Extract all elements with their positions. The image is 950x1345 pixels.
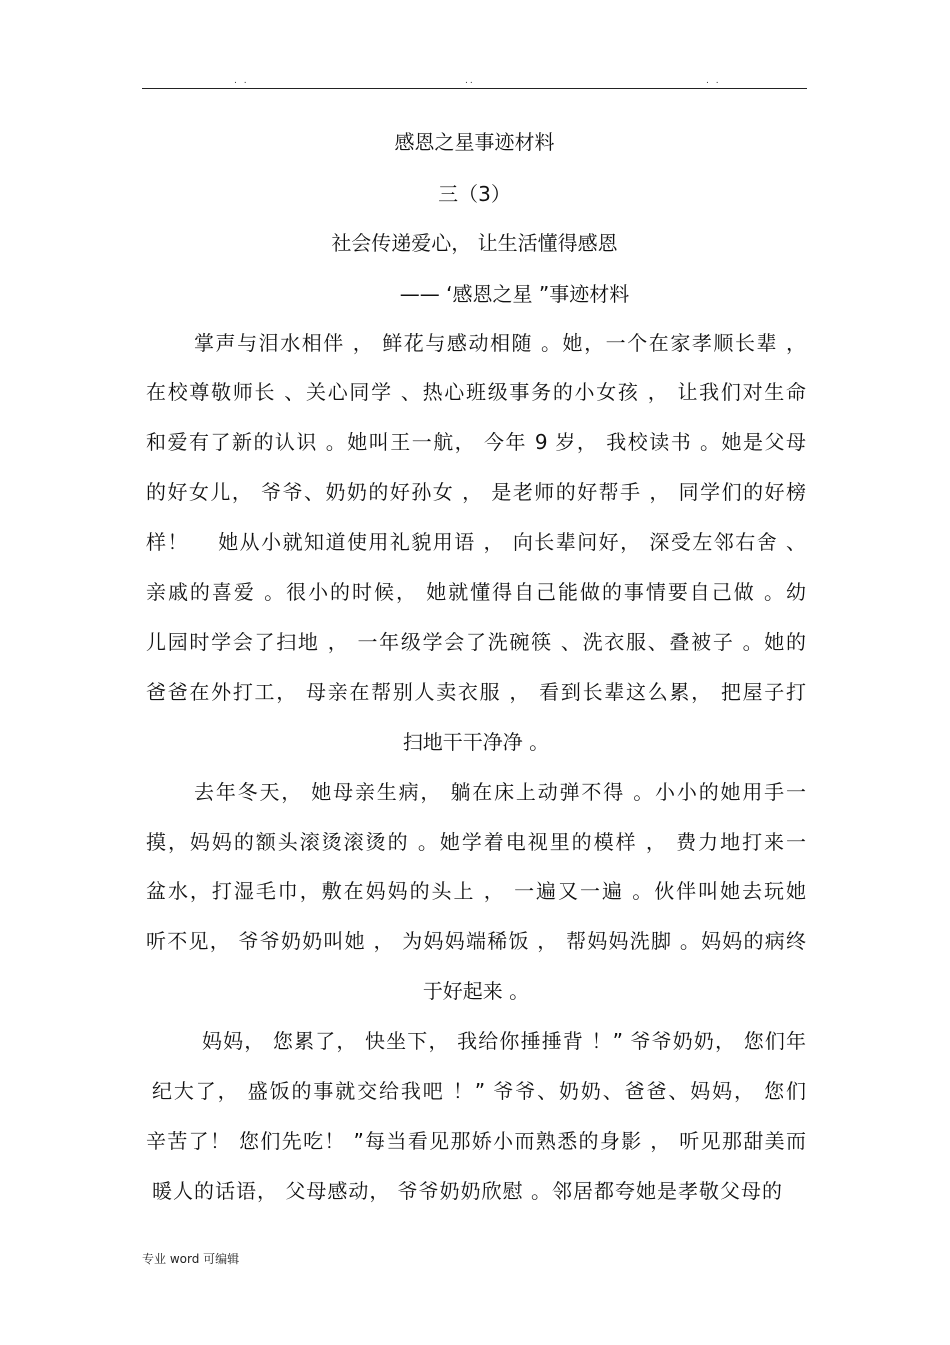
paragraph-line: 扫地干干净净 。 — [402, 730, 550, 754]
paragraph-line: 爸爸在外打工， 母亲在帮别人卖衣服 ， 看到长辈这么累， 把屋子打 — [146, 680, 806, 704]
subtitle: 社会传递爱心， 让生活懂得感恩 — [331, 231, 618, 255]
paragraph-line: 辛苦了！ 您们先吃！ ”每当看见那娇小而熟悉的身影 ， 听见那甜美而 — [146, 1129, 806, 1153]
paragraph-line: 儿园时学会了扫地 ， 一年级学会了洗碗筷 、洗衣服、叠被子 。她的 — [146, 630, 806, 654]
paragraph-line: 在校尊敬师长 、关心同学 、热心班级事务的小女孩 ， 让我们对生命 — [146, 380, 806, 404]
class-label: 三（3） — [438, 182, 511, 206]
paragraph-line: 摸，妈妈的额头滚烫滚烫的 。她学着电视里的模样 ， 费力地打来一 — [146, 830, 806, 854]
footer-note: 专业 word 可编辑 — [142, 1252, 240, 1266]
byline: —— ‘感恩之星 ”事迹材料 — [399, 282, 630, 306]
paragraph-line: 纪大了， 盛饭的事就交给我吧 ！” 爷爷、奶奶、爸爸、妈妈， 您们 — [152, 1079, 806, 1103]
paragraph-line: 听不见， 爷爷奶奶叫她 ， 为妈妈端稀饭 ， 帮妈妈洗脚 。妈妈的病终 — [146, 929, 806, 953]
document-title: 感恩之星事迹材料 — [394, 130, 555, 154]
header-rule — [142, 88, 807, 89]
paragraph-line: 妈妈， 您累了， 快坐下， 我给你捶捶背 ！” 爷爷奶奶， 您们年 — [202, 1029, 806, 1053]
header-dots-left: . . — [234, 76, 249, 86]
paragraph-line: 盆水，打湿毛巾，敷在妈妈的头上 ， 一遍又一遍 。伙伴叫她去玩她 — [146, 879, 806, 903]
paragraph-line: 去年冬天， 她母亲生病， 躺在床上动弹不得 。小小的她用手一 — [194, 780, 806, 804]
paragraph-line: 的好女儿， 爷爷、奶奶的好孙女 ， 是老师的好帮手 ， 同学们的好榜 — [146, 480, 806, 504]
paragraph-line: 样！ 她从小就知道使用礼貌用语 ， 向长辈问好， 深受左邻右舍 、 — [146, 530, 806, 554]
header-dots-right: . . — [706, 76, 721, 86]
paragraph-line: 亲戚的喜爱 。很小的时候， 她就懂得自己能做的事情要自己做 。幼 — [146, 580, 806, 604]
paragraph-line: 于好起来 。 — [422, 979, 530, 1003]
paragraph-line: 掌声与泪水相伴 ， 鲜花与感动相随 。她，一个在家孝顺长辈 ， — [194, 331, 806, 355]
paragraph-line: 和爱有了新的认识 。她叫王一航， 今年 9 岁， 我校读书 。她是父母 — [146, 430, 806, 454]
header-dots-middle: .. — [465, 76, 475, 86]
paragraph-line: 暖人的话语， 父母感动， 爷爷奶奶欣慰 。邻居都夸她是孝敬父母的 — [152, 1179, 782, 1203]
